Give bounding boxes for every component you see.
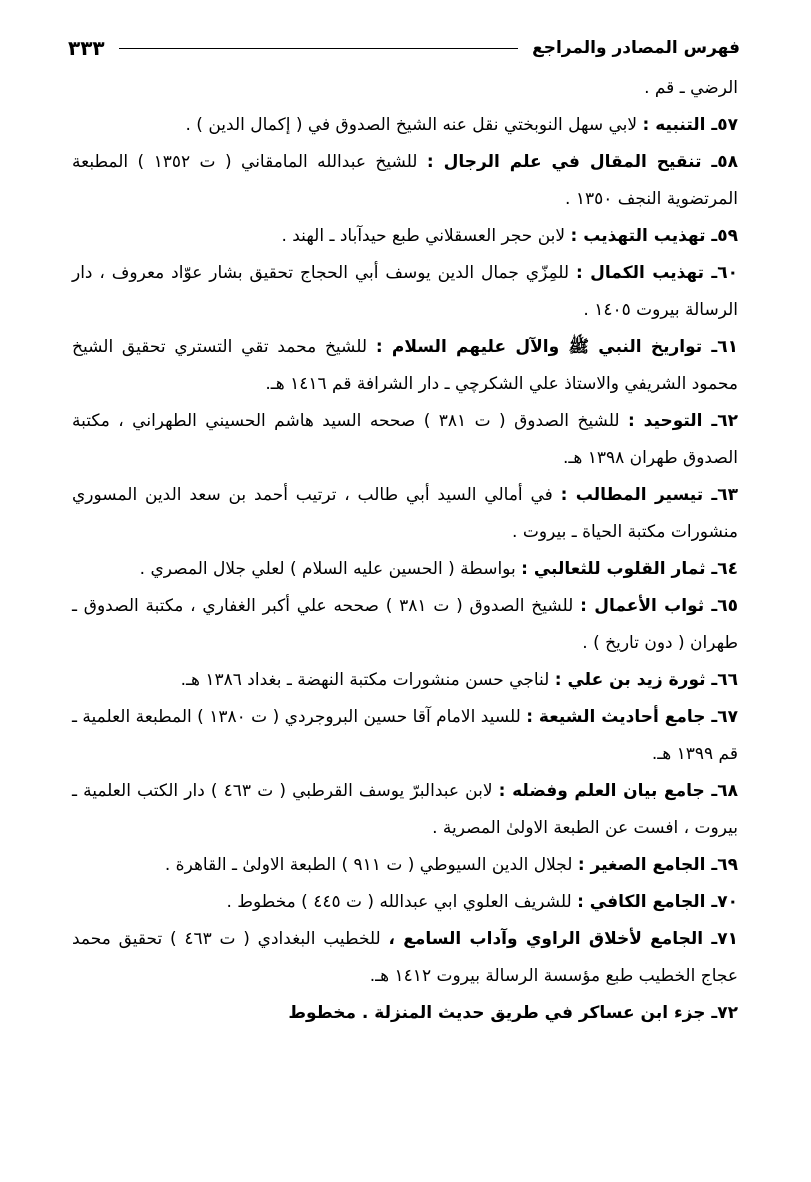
reference-entry [72,884,738,921]
entry-text: للشيخ الصدوق ( ت ٣٨١ ) صححه السيد هاشم الحسيني الطهراني ، مكتبة الصدوق طهران ١٣٩٨ هـ. [72,411,738,468]
entry-title: ٧٢ـ جزء ابن عساكر في طريق حديث المنزلة . مخطوط [288,1003,738,1023]
page-header [68,28,740,68]
reference-entry [72,218,738,255]
reference-entry [72,551,738,588]
entry-title: ٦٦ـ ثورة زيد بن علي : [554,670,738,690]
reference-entry [72,921,738,995]
entry-text: لابي سهل النوبختي نقل عنه الشيخ الصدوق في ( إكمال الدين ) . [185,115,643,135]
reference-entry [72,329,738,403]
entry-text: للشيخ الصدوق ( ت ٣٨١ ) صححه علي أكبر الغفاري ، مكتبة الصدوق ـ طهران ( دون تاريخ ) . [72,596,738,653]
entry-text: بواسطة ( الحسين عليه السلام ) لعلي جلال المصري . [139,559,522,579]
entry-text: في أمالي السيد أبي طالب ، ترتيب أحمد بن سعد الدين المسوري منشورات مكتبة الحياة ـ بيروت . [72,485,738,542]
entry-title: ٧١ـ الجامع لأخلاق الراوي وآداب السامع ، [388,929,738,949]
entry-text: للشريف العلوي ابي عبدالله ( ت ٤٤٥ ) مخطوط . [226,892,578,912]
reference-entry [72,847,738,884]
entry-title: ٦٢ـ التوحيد : [627,411,739,431]
entry-title: ٦٣ـ تيسير المطالب : [560,485,738,505]
entry-title: ٦٠ـ تهذيب الكمال : [575,263,738,283]
entry-text: للخطيب البغدادي ( ت ٤٦٣ ) تحقيق محمد عجاج الخطيب طبع مؤسسة الرسالة بيروت ١٤١٢ هـ. [72,929,738,986]
entry-title: ٦١ـ تواريخ النبي ﷺ والآل عليهم السلام : [375,337,738,357]
entry-text: للشيخ محمد تقي التستري تحقيق الشيخ محمود الشريفي والاستاذ علي الشكرچي ـ دار الشرافة قم ١٤١٦ هـ. [72,337,738,394]
reference-list [72,70,738,1032]
reference-entry [72,255,738,329]
reference-entry [72,144,738,218]
continuation-text: الرضي ـ قم . [644,78,738,98]
entries-container [72,107,738,1032]
entry-text: للشيخ عبدالله المامقاني ( ت ١٣٥٢ ) المطبعة المرتضوية النجف ١٣٥٠ . [72,152,738,209]
entry-title: ٦٩ـ الجامع الصغير : [577,855,738,875]
entry-title: ٥٧ـ التنبيه : [642,115,738,135]
entry-title: ٦٨ـ جامع بيان العلم وفضله : [498,781,738,801]
entry-title: ٦٤ـ ثمار القلوب للثعالبي : [521,559,738,579]
entry-text: للسيد الامام آقا حسين البروجردي ( ت ١٣٨٠ ) المطبعة العلمية ـ قم ١٣٩٩ هـ. [72,707,738,764]
page-number: ٣٣٣ [68,36,105,60]
entry-title: ٧٠ـ الجامع الكافي : [577,892,738,912]
entry-text: لجلال الدين السيوطي ( ت ٩١١ ) الطبعة الاولىٰ ـ القاهرة . [164,855,578,875]
entry-text: لناجي حسن منشورات مكتبة النهضة ـ بغداد ١٣٨٦ هـ. [180,670,555,690]
reference-entry [72,699,738,773]
reference-entry [72,662,738,699]
entry-title: ٥٩ـ تهذيب التهذيب : [570,226,738,246]
header-rule [119,48,518,49]
reference-entry [72,107,738,144]
entry-title: ٦٥ـ ثواب الأعمال : [580,596,738,616]
entry-title: ٦٧ـ جامع أحاديث الشيعة : [526,707,738,727]
running-title: فهرس المصادر والمراجع [532,38,740,58]
reference-entry [72,995,738,1032]
entry-text: لابن عبدالبرّ يوسف القرطبي ( ت ٤٦٣ ) دار الكتب العلمية ـ بيروت ، افست عن الطبعة الاولىٰ المصرية . [72,781,738,838]
entry-text: لابن حجر العسقلاني طبع حيدآباد ـ الهند . [281,226,571,246]
reference-entry [72,588,738,662]
entry-text: للمِزّي جمال الدين يوسف أبي الحجاج تحقيق بشار عوّاد معروف ، دار الرسالة بيروت ١٤٠٥ . [72,263,738,320]
reference-entry [72,477,738,551]
reference-entry [72,773,738,847]
entry-title: ٥٨ـ تنقيح المقال في علم الرجال : [426,152,738,172]
reference-entry [72,403,738,477]
